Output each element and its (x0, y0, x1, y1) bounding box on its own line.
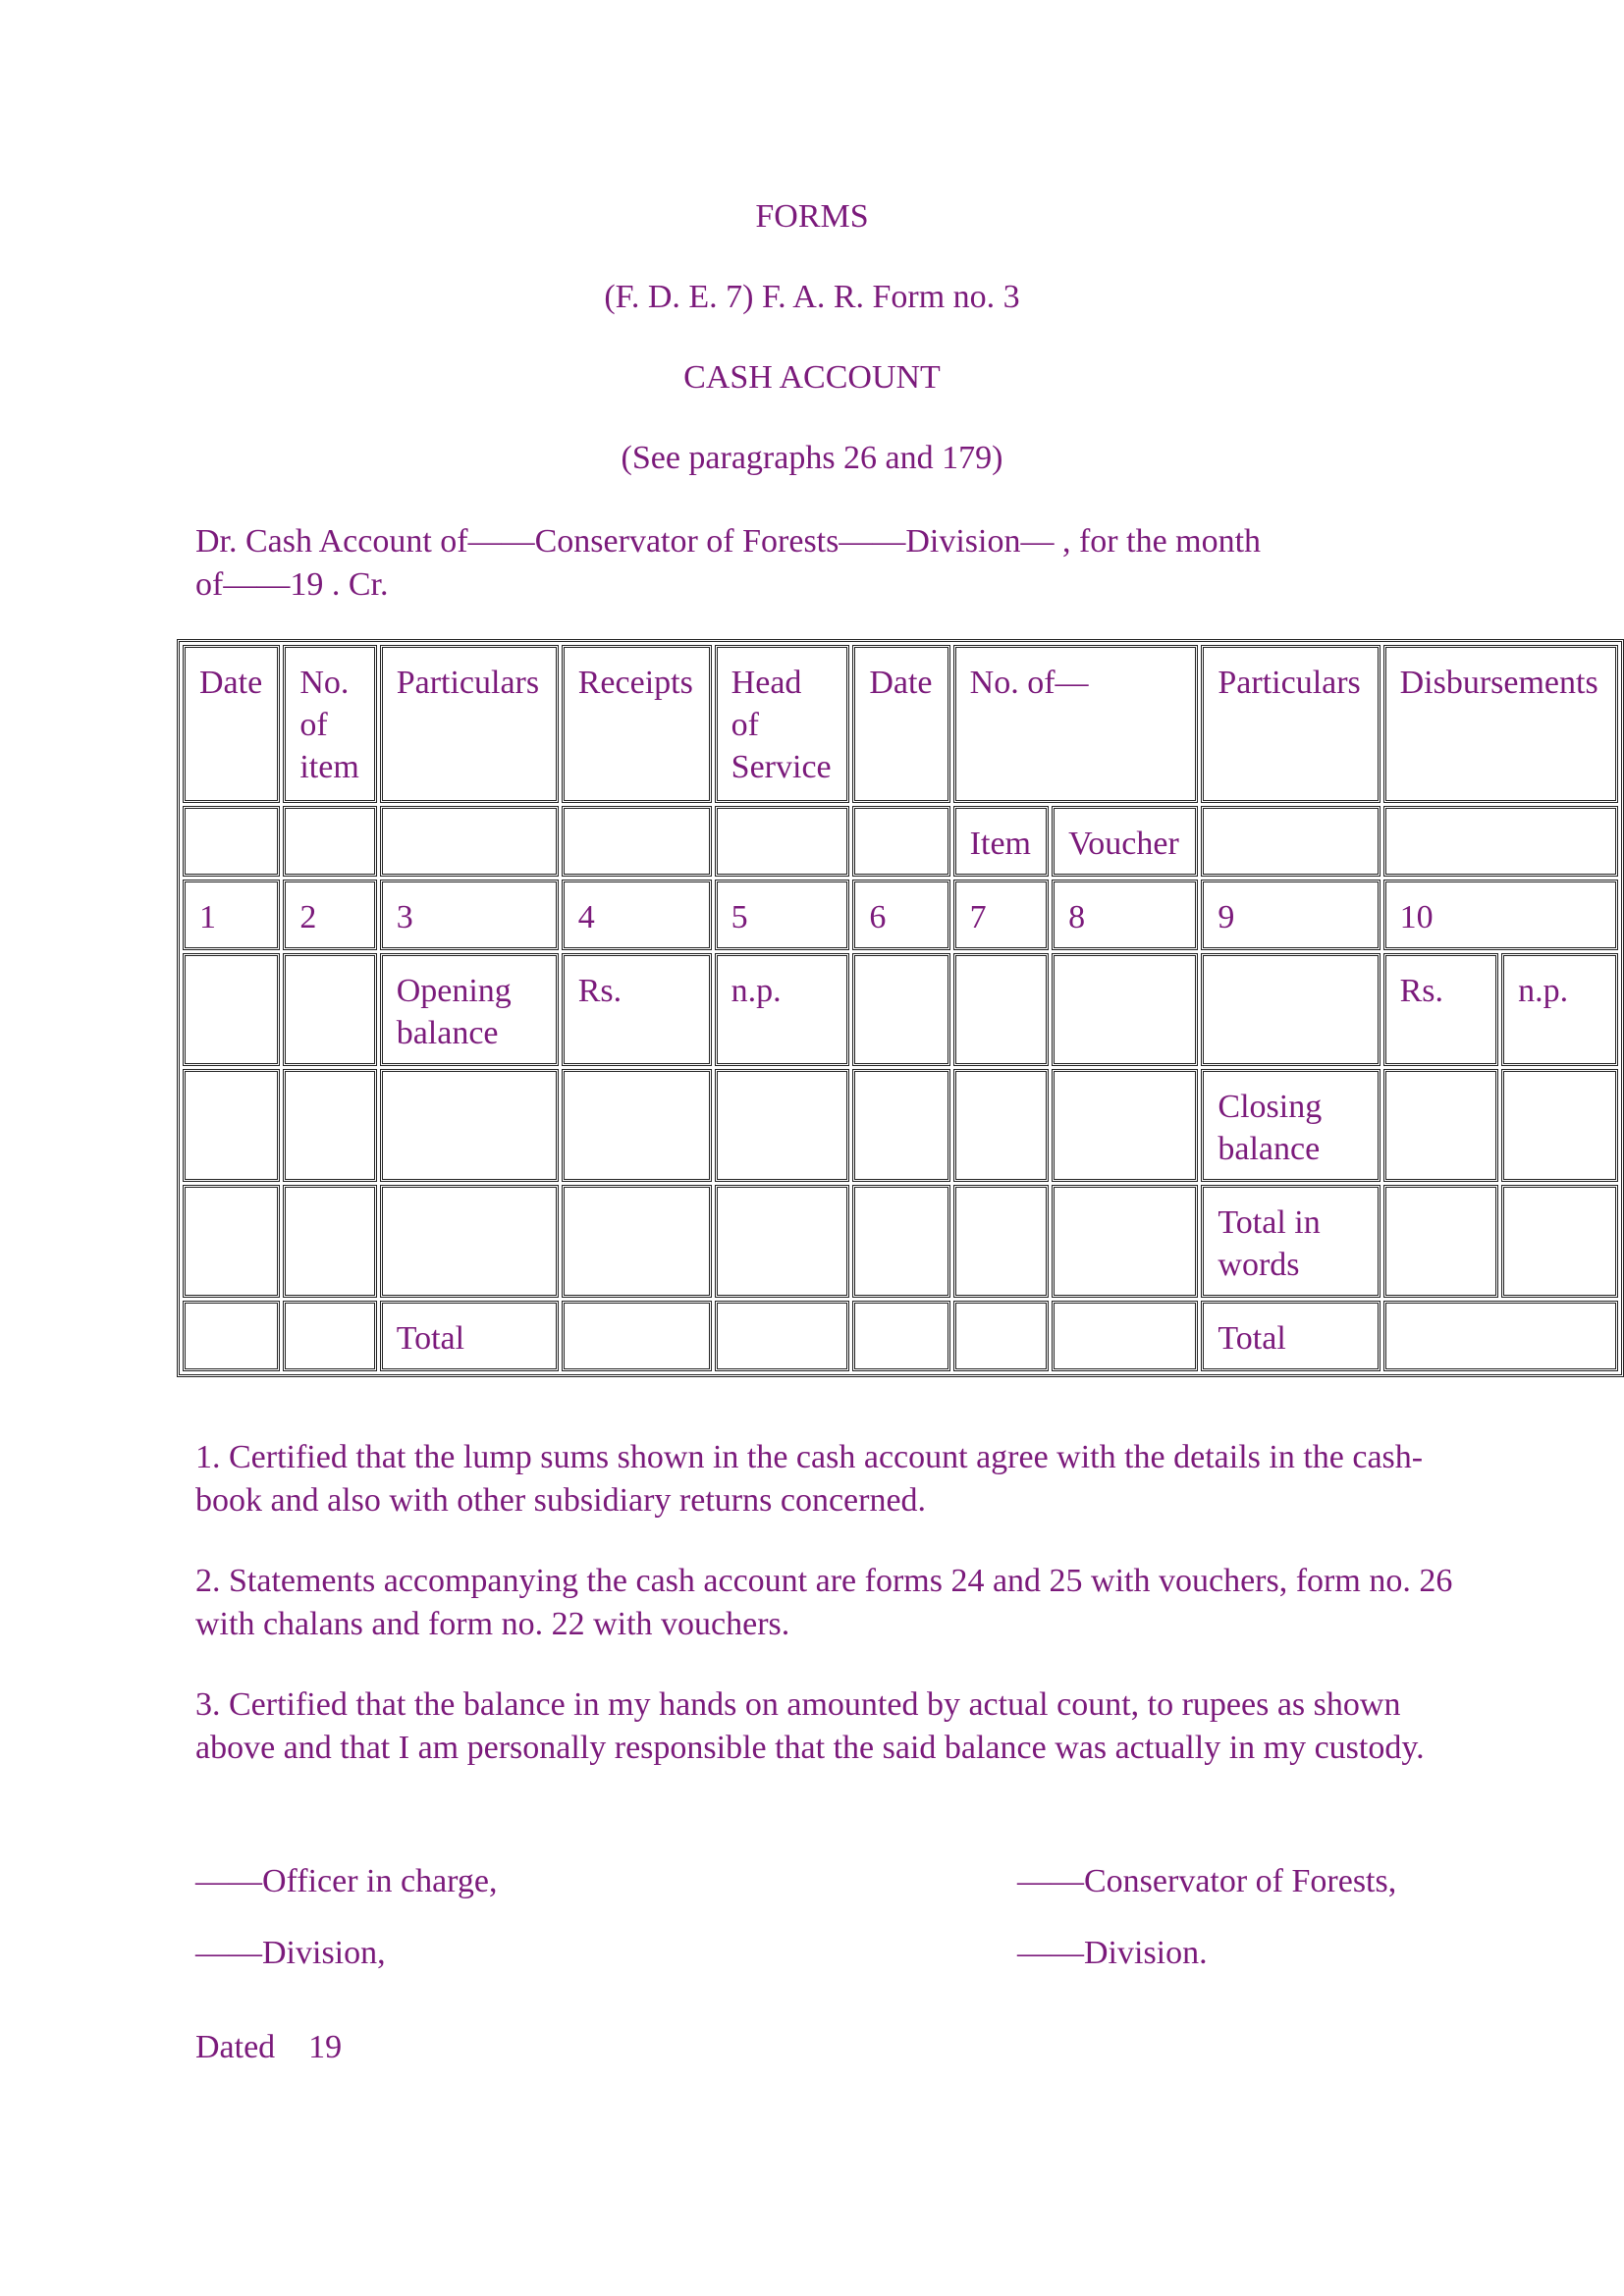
blank-cell (283, 1185, 376, 1298)
disbursements-np: n.p. (1501, 953, 1618, 1066)
blank-cell (283, 806, 376, 877)
col-number: 10 (1383, 880, 1618, 950)
form-title: FORMS (755, 198, 869, 235)
header-row (183, 645, 1618, 803)
blank-cell (283, 1301, 376, 1371)
blank-cell (380, 1185, 559, 1298)
account-intro (195, 520, 1472, 607)
opening-balance-label: Opening balance (380, 953, 559, 1066)
header-date: Date (183, 645, 280, 803)
opening-balance-row (183, 953, 1618, 1066)
blank-cell (715, 1301, 850, 1371)
header-no-of-item: No. of item (283, 645, 376, 803)
total-row (183, 1301, 1618, 1371)
blank-cell (183, 1185, 280, 1298)
form-number: (F. D. E. 7) F. A. R. Form no. 3 (604, 279, 1020, 315)
blank-cell (183, 806, 280, 877)
blank-cell (380, 1069, 559, 1182)
closing-balance-row (183, 1069, 1618, 1182)
total-label: Total (380, 1301, 559, 1371)
blank-cell (1052, 1185, 1198, 1298)
blank-cell (852, 806, 949, 877)
blank-cell (1052, 1301, 1198, 1371)
receipts-rs: Rs. (562, 953, 712, 1066)
header-date-2: Date (852, 645, 949, 803)
header-receipts: Receipts (562, 645, 712, 803)
blank-cell (562, 1069, 712, 1182)
total-in-words-row (183, 1185, 1618, 1298)
blank-cell (1052, 1069, 1198, 1182)
blank-cell (953, 953, 1049, 1066)
col-number: 1 (183, 880, 280, 950)
blank-cell (380, 806, 559, 877)
col-number: 3 (380, 880, 559, 950)
blank-cell (562, 1185, 712, 1298)
blank-cell (183, 1069, 280, 1182)
col-number: 9 (1201, 880, 1380, 950)
closing-balance-label: Closing balance (1201, 1069, 1380, 1182)
subheader-voucher: Voucher (1052, 806, 1198, 877)
intro-line-2: of——19 . Cr. (195, 566, 389, 603)
blank-cell (953, 1069, 1049, 1182)
blank-cell (715, 806, 850, 877)
total-label-2: Total (1201, 1301, 1380, 1371)
blank-cell (852, 953, 949, 1066)
col-number: 7 (953, 880, 1049, 950)
blank-cell (852, 1069, 949, 1182)
col-number: 6 (852, 880, 949, 950)
signature-officer-division: ——Division, (195, 1935, 386, 1971)
blank-cell (1383, 1185, 1499, 1298)
blank-cell (1383, 1301, 1618, 1371)
col-number: 2 (283, 880, 376, 950)
certificate-3: 3. Certified that the balance in my hands on amounted by actual count, to rupees as shown above and that I am personally responsible that the said balance was actually in my custody. (195, 1686, 1425, 1766)
blank-cell (852, 1301, 949, 1371)
blank-cell (953, 1301, 1049, 1371)
blank-cell (1052, 953, 1198, 1066)
blank-cell (1383, 806, 1618, 877)
total-in-words-label: Total in words (1201, 1185, 1380, 1298)
blank-cell (183, 953, 280, 1066)
header-disbursements: Disbursements (1383, 645, 1618, 803)
blank-cell (1501, 1069, 1618, 1182)
signature-officer: ——Officer in charge, (195, 1863, 498, 1899)
subheader-row (183, 806, 1618, 877)
signature-conservator-division: ——Division. (1017, 1935, 1208, 1971)
header-head-of-service: Head of Service (715, 645, 850, 803)
header-particulars-2: Particulars (1201, 645, 1380, 803)
disbursements-rs: Rs. (1383, 953, 1499, 1066)
blank-cell (1201, 806, 1380, 877)
column-number-row (183, 880, 1618, 950)
blank-cell (852, 1185, 949, 1298)
intro-line-1: Dr. Cash Account of——Conservator of Forests——Division— , for the month (195, 523, 1262, 560)
blank-cell (1201, 953, 1380, 1066)
header-particulars: Particulars (380, 645, 559, 803)
col-number: 4 (562, 880, 712, 950)
blank-cell (283, 953, 376, 1066)
signature-conservator: ——Conservator of Forests, (1017, 1863, 1397, 1899)
blank-cell (562, 1301, 712, 1371)
subheader-item: Item (953, 806, 1049, 877)
blank-cell (283, 1069, 376, 1182)
blank-cell (953, 1185, 1049, 1298)
receipts-np: n.p. (715, 953, 850, 1066)
col-number: 8 (1052, 880, 1198, 950)
blank-cell (562, 806, 712, 877)
certificate-2: 2. Statements accompanying the cash account are forms 24 and 25 with vouchers, form no. 26 with chalans and form no. 22 with vouchers. (195, 1563, 1453, 1642)
blank-cell (715, 1069, 850, 1182)
header-no-of: No. of— (953, 645, 1199, 803)
blank-cell (715, 1185, 850, 1298)
blank-cell (1383, 1069, 1499, 1182)
cash-account-table (177, 639, 1624, 1377)
form-name: CASH ACCOUNT (683, 359, 941, 396)
certificate-1: 1. Certified that the lump sums shown in the cash account agree with the details in the cash-book and also with other subsidiary returns concerned. (195, 1439, 1424, 1519)
blank-cell (1501, 1185, 1618, 1298)
dated-line: Dated 19 (195, 2029, 343, 2065)
blank-cell (183, 1301, 280, 1371)
form-reference: (See paragraphs 26 and 179) (621, 440, 1003, 476)
col-number: 5 (715, 880, 850, 950)
